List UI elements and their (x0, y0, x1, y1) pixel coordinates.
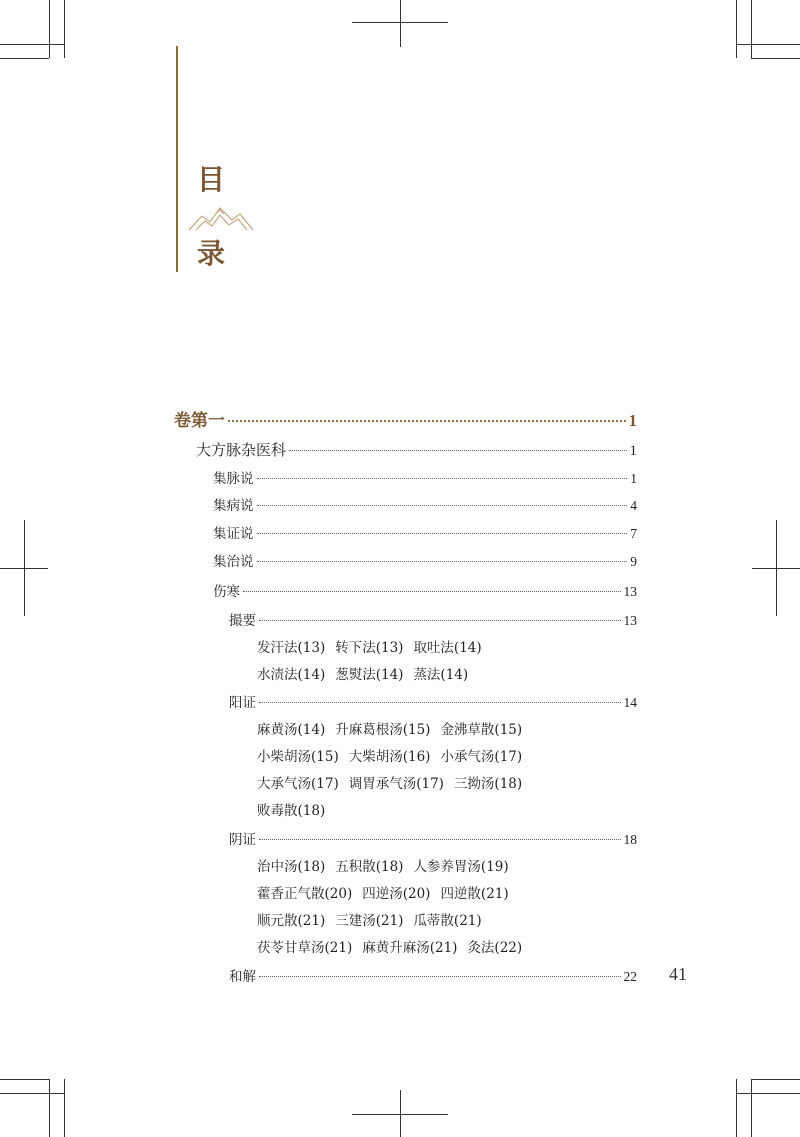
sub-entry[interactable]: 茯苓甘草汤(21) (257, 940, 353, 956)
sub-line-yang-1 (257, 718, 522, 738)
toc-entry-yinzheng[interactable]: 阴证 18 (229, 832, 637, 848)
sub-entry[interactable]: 转下法(13) (335, 640, 404, 656)
sub-entry[interactable]: 发汗法(13) (257, 640, 326, 656)
sub-line-yin-4 (257, 936, 522, 956)
toc-entry-hejie[interactable]: 和解 22 (229, 969, 637, 985)
toc-entry-jizheng[interactable]: 集证说 7 (213, 526, 637, 542)
sub-entry[interactable]: 取吐法(14) (413, 640, 482, 656)
title-char-mu: 目 (197, 163, 226, 196)
sub-line-yang-2 (257, 745, 522, 765)
sub-entry[interactable]: 四逆散(21) (440, 886, 509, 902)
sub-line-yin-1 (257, 855, 509, 875)
sub-entry[interactable]: 麻黄汤(14) (257, 722, 326, 738)
toc-entry-cuoyao[interactable]: 撮要 13 (229, 613, 637, 629)
sub-entry[interactable]: 瓜蒂散(21) (413, 913, 482, 929)
sub-entry[interactable]: 五积散(18) (335, 859, 404, 875)
sub-entry[interactable]: 人参养胃汤(19) (413, 859, 509, 875)
sub-entry[interactable]: 水渍法(14) (257, 667, 326, 683)
sub-entry[interactable]: 败毒散(18) (257, 803, 326, 819)
sub-entry[interactable]: 顺元散(21) (257, 913, 326, 929)
sub-entry[interactable]: 蒸法(14) (413, 667, 469, 683)
sub-entry[interactable]: 三建汤(21) (335, 913, 404, 929)
mountain-ornament-icon (188, 204, 254, 234)
sub-entry[interactable]: 四逆汤(20) (362, 886, 431, 902)
sub-entry[interactable]: 灸法(22) (467, 940, 523, 956)
sub-entry[interactable]: 小柴胡汤(15) (257, 749, 339, 765)
sub-entry[interactable]: 升麻葛根汤(15) (335, 722, 431, 738)
sub-entry[interactable]: 大承气汤(17) (257, 776, 339, 792)
sub-line-cuoyao-2 (257, 663, 468, 683)
title-rule (176, 46, 178, 272)
sub-line-yin-2 (257, 882, 509, 902)
sub-entry[interactable]: 治中汤(18) (257, 859, 326, 875)
toc-entry-jimai[interactable]: 集脉说 1 (213, 471, 637, 487)
toc-entry-jizhi[interactable]: 集治说 9 (213, 554, 637, 570)
sub-entry[interactable]: 麻黄升麻汤(21) (362, 940, 458, 956)
toc-entry-juan1[interactable]: 卷第一 1 (174, 411, 637, 431)
sub-line-yin-3 (257, 909, 482, 929)
toc-entry-yangzheng[interactable]: 阳证 14 (229, 695, 637, 711)
title-char-lu: 录 (197, 237, 226, 270)
sub-entry[interactable]: 调胃承气汤(17) (348, 776, 444, 792)
sub-entry[interactable]: 小承气汤(17) (440, 749, 523, 765)
sub-line-cuoyao-1 (257, 636, 482, 656)
sub-entry[interactable]: 三拗汤(18) (453, 776, 523, 792)
sub-entry[interactable]: 大柴胡汤(16) (348, 749, 431, 765)
sub-entry[interactable]: 金沸草散(15) (440, 722, 523, 738)
sub-entry[interactable]: 葱熨法(14) (335, 667, 404, 683)
sub-line-yang-4 (257, 799, 325, 819)
toc-entry-shanghan[interactable]: 伤寒 13 (213, 584, 637, 600)
sub-entry[interactable]: 藿香正气散(20) (257, 886, 353, 902)
toc-entry-dafang[interactable]: 大方脉杂医科 1 (196, 441, 637, 459)
page-number: 41 (669, 964, 687, 984)
toc-entry-jibing[interactable]: 集病说 4 (213, 498, 637, 514)
sub-line-yang-3 (257, 772, 522, 792)
